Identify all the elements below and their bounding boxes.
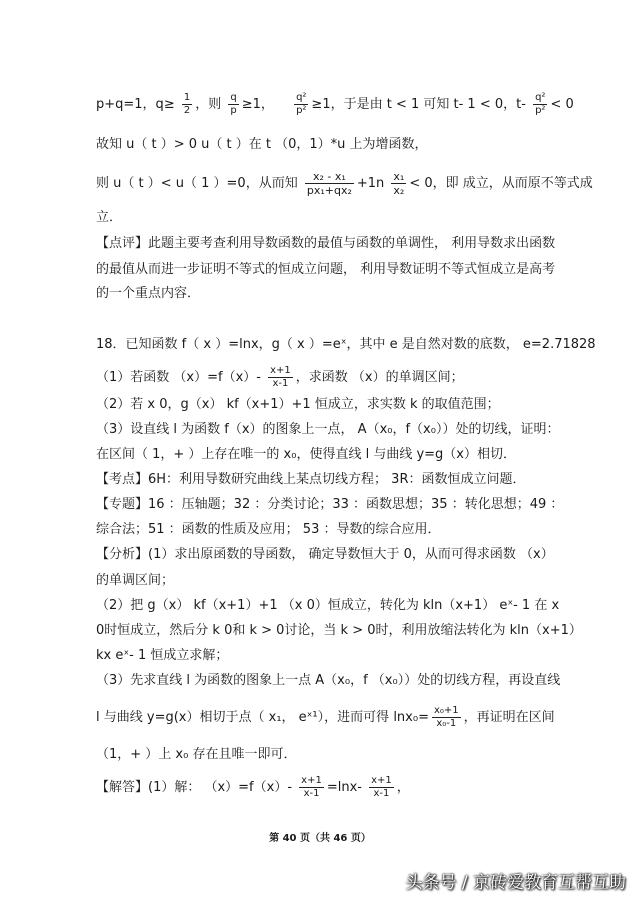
fraction: $\frac{\text{q²}}{\text{p²}}$ [535,92,546,116]
line-18: （2）把 g（x） kf（x+1）+1 （x 0）恒成立，转化为 kln（x+1） eˣ- 1 在 x [96,598,560,613]
line-15: 综合法；51 ：函数的性质及应用； 53 ：导数的综合应用． [96,522,441,537]
fraction: $\frac{x+1}{x-1}$ [270,365,291,389]
fraction: $\frac{x+1}{x-1}$ [371,775,392,799]
fraction: $\frac{\text{q²}}{\text{p²}}$ [296,92,307,116]
text: +1n [356,176,385,191]
watermark: 头条号 / 京砖爱教育互帮互助 [405,873,626,893]
text: ， [396,780,410,795]
line-6: 的最值从而进一步证明不等式的恒成立问题， 利用导数证明不等式恒成立是高考 [96,262,556,277]
line-16: 【分析】(1）求出原函数的导函数， 确定导数恒大于 0，从而可得求函数 （x） [96,547,554,562]
page-footer: 第 40 页（共 46 页） [269,833,371,844]
fraction: $\frac{\text{x₁}}{\text{x₂}}$ [393,170,405,197]
text: ≥1， [241,97,274,112]
line-2: 故知 u（ t ）> 0 u（ t ）在 t （0，1）*u 上为增函数， [96,137,428,152]
text: x₁， eˣ¹ [268,710,318,725]
text: =lnx- [326,780,362,795]
fraction: $\frac{\text{x₂ - x₁}}{\text{px₁+qx₂}}$ [306,170,352,197]
line-24 [96,775,410,800]
fraction: $\frac{q}{p}$ [230,92,237,116]
line-9 [96,365,464,390]
text: ，再证明在区间 [463,710,555,725]
text: l 与曲线 y=g(x）相切于点（ [96,710,265,725]
text: 【解答】(1）解： （x）=f（x）- [96,780,293,795]
line-3 [96,170,593,197]
line-1 [96,92,574,117]
text: lnx₀= [393,710,429,725]
line-12: 在区间（ 1，+ ）上存在唯一的 x₀，使得直线 l 与曲线 y=g（x）相切． [96,447,517,462]
text: （1）若函数 （x）=f（x）- [96,370,261,385]
line-7: 的一个重点内容． [96,286,201,301]
line-5: 【点评】此题主要考查利用导数函数的最值与函数的单调性， 利用导数求出函数 [96,236,556,251]
text: p+q=1，q [96,97,164,112]
line-22 [96,705,555,730]
line-21: （3）先求直线 l 为函数的图象上一点 A（x₀，f （x₀））处的切线方程，再设直线 [96,673,561,688]
line-20: kx eˣ- 1 恒成立求解； [96,648,229,663]
text: < 0，即 成立，从而原不等式成 [409,176,593,191]
text: ，则 [195,97,222,112]
text: t- [516,97,526,112]
line-14: 【专题】16 ：压轴题；32 ：分类讨论；33 ：函数思想；35 ：转化思想；49 ： [96,497,564,512]
fraction: $\frac{1}{2}$ [183,92,191,116]
text: < 0 [550,97,574,112]
line-19: 0时恒成立，然后分 k 0和 k > 0讨论，当 k > 0时，利用放缩法转化为 kln（x+1） [96,623,582,638]
fraction: $\frac{x+1}{x-1}$ [301,775,322,799]
line-11: （3）设直线 l 为函数 f（x）的图象上一点， A（x₀，f（x₀））处的切线，证明： [96,422,560,437]
line-13: 【考点】6H：利用导数研究曲线上某点切线方程； 3R：函数恒成立问题． [96,472,526,487]
line-17: 的单调区间； [96,573,175,588]
text: ≥ [163,97,175,112]
line-4: 立． [96,210,123,225]
line-8: 18．已知函数 f（ x ）=lnx，g（ x ）=eˣ，其中 e 是自然对数的底数， e=2.71828 [96,337,596,352]
fraction: $\frac{\text{x₀+1}}{\text{x₀-1}}$ [433,705,459,729]
text: ≥1，于是由 t < 1 可知 t- 1 < 0， [311,97,517,112]
line-23: （1，+ ）上 x₀ 存在且唯一即可． [96,747,297,762]
text: ，求函数 （x）的单调区间； [295,370,464,385]
text: ），进而可得 [317,710,390,725]
line-10: （2）若 x 0，g（x） kf（x+1）+1 恒成立，求实数 k 的取值范围； [96,397,500,412]
text: 则 u（ t ）< u（ 1 ）=0，从而知 [96,176,298,191]
